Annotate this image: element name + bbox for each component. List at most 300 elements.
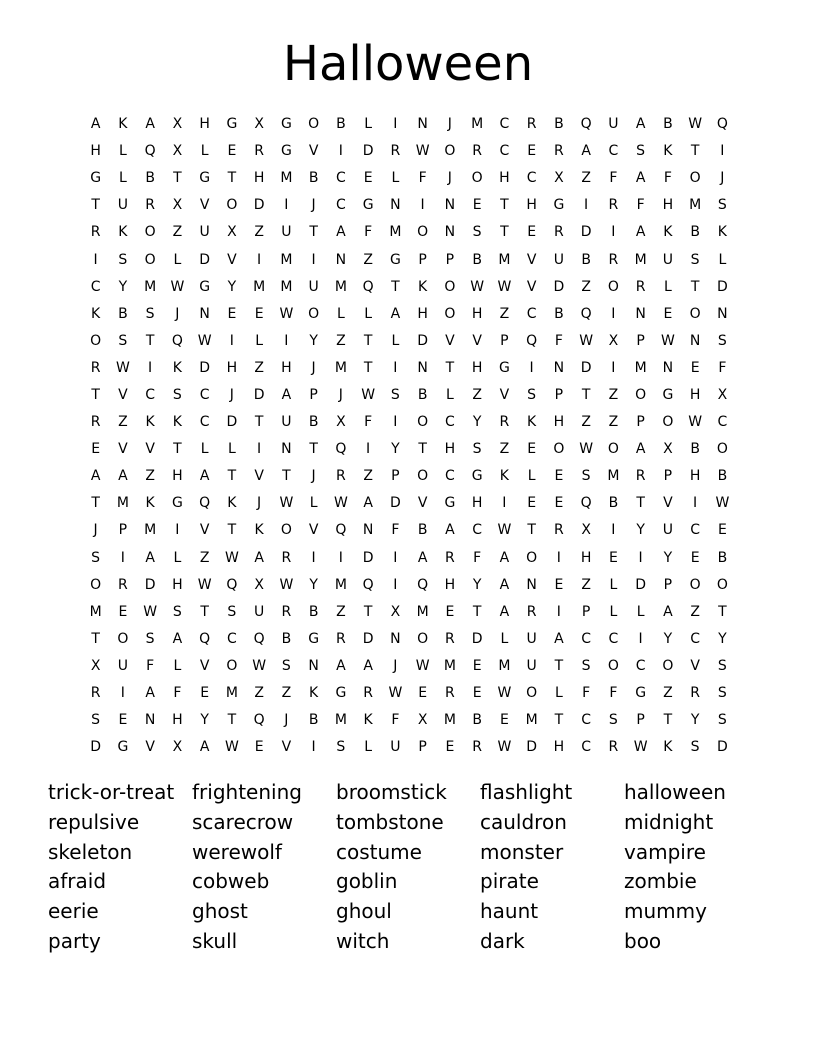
grid-letter: W — [388, 685, 403, 702]
grid-letter: F — [609, 685, 618, 702]
grid-letter: I — [311, 251, 316, 268]
grid-letter: K — [309, 685, 319, 702]
grid-letter: S — [91, 549, 101, 566]
grid-letter: I — [393, 359, 398, 376]
grid-letter: A — [199, 739, 210, 756]
grid-letter: T — [91, 386, 100, 403]
grid-letter: O — [226, 197, 238, 214]
grid-letter: H — [281, 359, 292, 376]
grid-letter: W — [415, 143, 430, 160]
grid-letter: C — [581, 739, 592, 756]
grid-letter: N — [635, 305, 646, 322]
grid-letter: R — [90, 685, 101, 702]
grid-letter: L — [718, 251, 727, 268]
grid-letter: L — [118, 143, 127, 160]
word-list-item: skeleton — [48, 839, 133, 864]
grid-letter: Q — [335, 522, 347, 539]
grid-letter: M — [280, 278, 293, 295]
grid-letter: Q — [253, 630, 265, 647]
grid-letter: B — [308, 603, 319, 620]
grid-letter: G — [498, 359, 510, 376]
grid-letter: F — [636, 197, 645, 214]
word-list-item: repulsive — [48, 809, 140, 834]
grid-letter: K — [663, 143, 673, 160]
grid-letter: U — [390, 739, 401, 756]
grid-letter: I — [257, 251, 262, 268]
grid-letter: N — [335, 251, 347, 268]
grid-letter: K — [227, 495, 237, 512]
grid-letter: A — [390, 305, 401, 322]
grid-letter: M — [225, 685, 238, 702]
grid-letter: N — [308, 657, 319, 674]
grid-letter: C — [199, 414, 210, 431]
grid-letter: H — [172, 468, 183, 485]
grid-letter: V — [118, 386, 128, 403]
grid-letter: P — [663, 576, 673, 593]
grid-letter: R — [472, 739, 482, 756]
grid-letter: E — [227, 305, 237, 322]
grid-letter: C — [90, 278, 101, 295]
grid-letter: L — [255, 332, 264, 349]
grid-letter: W — [361, 386, 376, 403]
grid-letter: I — [393, 549, 398, 566]
grid-letter: W — [170, 278, 185, 295]
grid-letter: A — [281, 386, 292, 403]
grid-letter: M — [498, 657, 511, 674]
grid-letter: A — [145, 116, 155, 133]
grid-letter: W — [143, 603, 158, 620]
grid-letter: Q — [171, 332, 183, 349]
grid-letter: L — [200, 441, 209, 458]
grid-letter: I — [693, 495, 698, 512]
grid-letter: K — [527, 414, 537, 431]
grid-letter: A — [499, 549, 510, 566]
grid-letter: R — [526, 116, 537, 133]
grid-letter: J — [393, 657, 398, 674]
word-list-item: midnight — [624, 809, 714, 834]
grid-letter: H — [580, 549, 592, 566]
grid-letter: S — [118, 251, 128, 268]
grid-letter: Z — [172, 224, 183, 241]
grid-letter: N — [390, 197, 401, 214]
grid-letter: W — [279, 495, 294, 512]
grid-letter: D — [253, 386, 265, 403]
grid-letter: K — [717, 224, 727, 241]
letter-grid — [82, 111, 736, 761]
grid-letter: J — [447, 116, 452, 133]
grid-row — [82, 653, 736, 680]
grid-letter: D — [199, 359, 211, 376]
grid-letter: A — [635, 224, 646, 241]
grid-letter: I — [148, 359, 153, 376]
grid-letter: X — [554, 170, 564, 187]
grid-letter: S — [172, 386, 182, 403]
grid-letter: D — [389, 495, 401, 512]
grid-letter: K — [499, 468, 509, 485]
grid-letter: Z — [254, 359, 264, 376]
grid-letter: J — [338, 386, 343, 403]
grid-letter: T — [145, 332, 155, 349]
grid-letter: C — [581, 630, 592, 647]
grid-letter: U — [281, 414, 292, 431]
grid-letter: Q — [199, 630, 211, 647]
grid-letter: L — [500, 630, 509, 647]
grid-row — [82, 517, 736, 544]
word-list-item: party — [48, 928, 101, 953]
grid-letter: K — [145, 414, 155, 431]
grid-letter: R — [363, 685, 373, 702]
grid-letter: S — [636, 143, 646, 160]
grid-letter: M — [89, 603, 102, 620]
grid-letter: B — [608, 495, 619, 512]
grid-letter: G — [199, 278, 211, 295]
grid-letter: H — [444, 576, 456, 593]
grid-row — [82, 382, 736, 409]
grid-letter: C — [335, 170, 346, 187]
grid-letter: G — [226, 116, 238, 133]
grid-letter: I — [611, 305, 616, 322]
grid-letter: S — [172, 603, 182, 620]
word-bank — [48, 778, 768, 957]
grid-letter: L — [227, 441, 236, 458]
grid-letter: F — [554, 332, 563, 349]
grid-row — [82, 219, 736, 246]
grid-letter: T — [309, 441, 318, 458]
grid-letter: P — [445, 251, 455, 268]
grid-letter: A — [635, 116, 646, 133]
grid-letter: O — [417, 224, 429, 241]
grid-letter: B — [717, 549, 728, 566]
grid-letter: C — [145, 386, 156, 403]
grid-letter: H — [172, 576, 183, 593]
grid-letter: V — [199, 197, 210, 214]
grid-letter: F — [663, 170, 672, 187]
grid-letter: Y — [227, 278, 237, 295]
grid-letter: S — [281, 657, 291, 674]
grid-letter: X — [254, 116, 264, 133]
grid-row — [82, 192, 736, 219]
grid-letter: Q — [580, 305, 592, 322]
grid-row — [82, 599, 736, 626]
grid-letter: N — [144, 712, 156, 729]
grid-letter: J — [229, 386, 234, 403]
grid-letter: W — [715, 495, 730, 512]
grid-letter: R — [445, 630, 455, 647]
grid-letter: O — [689, 170, 701, 187]
grid-letter: T — [690, 278, 700, 295]
grid-letter: M — [525, 712, 538, 729]
grid-letter: I — [311, 549, 316, 566]
grid-letter: R — [336, 630, 346, 647]
grid-letter: L — [391, 332, 400, 349]
grid-letter: W — [224, 739, 239, 756]
grid-letter: T — [254, 414, 264, 431]
grid-letter: O — [90, 332, 102, 349]
grid-letter: G — [308, 630, 320, 647]
grid-letter: C — [499, 143, 510, 160]
grid-letter: S — [91, 712, 101, 729]
grid-letter: Y — [391, 441, 400, 458]
grid-letter: A — [363, 495, 373, 512]
grid-letter: A — [336, 657, 346, 674]
grid-letter: S — [717, 332, 727, 349]
grid-letter: S — [717, 197, 727, 214]
grid-letter: S — [227, 603, 237, 620]
grid-letter: K — [118, 224, 128, 241]
grid-letter: F — [173, 685, 182, 702]
grid-letter: F — [364, 414, 373, 431]
grid-letter: O — [689, 576, 701, 593]
grid-letter: C — [444, 468, 455, 485]
grid-letter: L — [364, 305, 373, 322]
grid-row — [82, 545, 736, 572]
grid-letter: W — [279, 576, 294, 593]
grid-letter: V — [308, 143, 319, 160]
grid-letter: H — [471, 305, 483, 322]
grid-letter: Y — [200, 712, 209, 729]
grid-letter: Y — [309, 576, 318, 593]
grid-letter: C — [499, 116, 510, 133]
grid-letter: I — [611, 224, 616, 241]
grid-letter: E — [717, 522, 727, 539]
grid-letter: N — [444, 224, 456, 241]
grid-row — [82, 355, 736, 382]
grid-letter: S — [390, 386, 400, 403]
grid-letter: O — [716, 576, 728, 593]
grid-letter: W — [333, 495, 348, 512]
grid-letter: T — [500, 197, 509, 214]
grid-letter: F — [582, 685, 591, 702]
grid-letter: A — [145, 685, 155, 702]
grid-letter: L — [554, 685, 563, 702]
grid-letter: A — [445, 522, 455, 539]
grid-letter: C — [226, 630, 237, 647]
grid-letter: P — [418, 739, 427, 756]
grid-letter: I — [311, 739, 316, 756]
grid-letter: L — [527, 468, 536, 485]
grid-letter: Z — [199, 549, 210, 566]
grid-letter: S — [145, 630, 155, 647]
grid-letter: G — [171, 495, 183, 512]
grid-letter: E — [554, 576, 564, 593]
word-list-item: boo — [624, 928, 662, 953]
grid-letter: C — [581, 712, 592, 729]
grid-letter: W — [497, 522, 512, 539]
grid-letter: K — [418, 278, 428, 295]
grid-letter: D — [716, 278, 728, 295]
grid-letter: T — [227, 712, 237, 729]
grid-letter: F — [718, 359, 727, 376]
grid-letter: T — [173, 441, 182, 458]
grid-letter: A — [635, 441, 646, 458]
grid-letter: M — [116, 495, 129, 512]
grid-letter: Y — [309, 332, 318, 349]
grid-letter: I — [720, 143, 725, 160]
grid-letter: L — [309, 495, 318, 512]
grid-letter: R — [145, 197, 155, 214]
grid-letter: K — [363, 712, 373, 729]
grid-letter: F — [391, 522, 400, 539]
grid-letter: N — [444, 197, 456, 214]
grid-letter: Y — [690, 712, 700, 729]
grid-letter: G — [444, 495, 456, 512]
grid-letter: T — [690, 143, 700, 160]
grid-letter: W — [497, 685, 512, 702]
grid-letter: B — [690, 441, 700, 458]
grid-letter: Q — [362, 576, 374, 593]
word-list-item: eerie — [48, 899, 99, 924]
grid-letter: L — [336, 305, 345, 322]
grid-letter: H — [471, 359, 483, 376]
grid-letter: H — [689, 386, 701, 403]
grid-letter: I — [638, 549, 643, 566]
grid-letter: S — [717, 657, 727, 674]
grid-letter: Z — [336, 332, 346, 349]
grid-letter: R — [90, 359, 101, 376]
grid-letter: B — [663, 116, 673, 133]
grid-letter: E — [554, 495, 564, 512]
grid-letter: F — [473, 549, 482, 566]
grid-letter: W — [115, 359, 130, 376]
word-list-item: pirate — [480, 869, 539, 894]
grid-letter: M — [280, 170, 293, 187]
grid-letter: D — [362, 630, 374, 647]
grid-letter: S — [145, 305, 155, 322]
grid-letter: H — [253, 170, 265, 187]
grid-letter: H — [689, 468, 701, 485]
grid-letter: F — [418, 170, 427, 187]
grid-letter: X — [663, 441, 673, 458]
grid-letter: G — [471, 468, 483, 485]
grid-letter: Y — [663, 630, 673, 647]
grid-row — [82, 680, 736, 707]
grid-letter: G — [90, 170, 102, 187]
grid-letter: B — [417, 522, 428, 539]
grid-letter: S — [336, 739, 346, 756]
grid-letter: E — [608, 549, 618, 566]
grid-letter: U — [254, 603, 265, 620]
grid-letter: S — [717, 685, 727, 702]
grid-letter: Y — [472, 414, 482, 431]
grid-letter: X — [254, 576, 264, 593]
page-title: Halloween — [282, 36, 534, 92]
grid-letter: B — [690, 224, 700, 241]
grid-letter: A — [172, 630, 183, 647]
grid-letter: O — [417, 414, 429, 431]
grid-letter: E — [445, 603, 455, 620]
word-list-item: ghost — [192, 899, 248, 924]
grid-letter: L — [609, 576, 618, 593]
grid-letter: V — [472, 332, 482, 349]
word-list-item: haunt — [480, 899, 539, 924]
grid-letter: F — [609, 170, 618, 187]
word-list-item: monster — [480, 839, 564, 864]
grid-letter: T — [91, 495, 100, 512]
grid-letter: M — [471, 116, 484, 133]
grid-letter: D — [417, 332, 429, 349]
grid-letter: B — [308, 712, 319, 729]
grid-letter: W — [470, 278, 485, 295]
word-list-item: vampire — [624, 839, 706, 864]
grid-letter: H — [662, 197, 674, 214]
grid-letter: V — [145, 441, 155, 458]
grid-row — [82, 734, 736, 761]
word-list-item: zombie — [624, 869, 697, 894]
grid-letter: G — [362, 197, 374, 214]
grid-letter: T — [363, 332, 373, 349]
grid-letter: V — [499, 386, 510, 403]
grid-letter: P — [554, 386, 564, 403]
grid-letter: P — [418, 251, 427, 268]
grid-letter: U — [608, 116, 619, 133]
grid-letter: T — [363, 603, 373, 620]
grid-letter: X — [336, 414, 346, 431]
grid-letter: X — [581, 522, 591, 539]
grid-letter: V — [417, 495, 428, 512]
grid-letter: D — [471, 630, 483, 647]
grid-letter: X — [172, 197, 183, 214]
grid-letter: J — [311, 197, 316, 214]
grid-letter: T — [200, 603, 209, 620]
grid-letter: M — [334, 278, 347, 295]
grid-row — [82, 409, 736, 436]
grid-letter: O — [308, 116, 320, 133]
grid-letter: O — [417, 468, 429, 485]
grid-letter: N — [553, 359, 565, 376]
grid-letter: T — [227, 170, 237, 187]
grid-letter: B — [554, 116, 564, 133]
grid-letter: W — [633, 739, 648, 756]
grid-letter: K — [254, 522, 264, 539]
grid-letter: V — [526, 278, 537, 295]
grid-letter: Y — [472, 576, 482, 593]
grid-letter: Q — [716, 116, 728, 133]
grid-letter: L — [445, 386, 454, 403]
grid-letter: O — [607, 657, 619, 674]
grid-letter: E — [118, 603, 128, 620]
grid-letter: N — [417, 359, 428, 376]
grid-letter: M — [607, 468, 620, 485]
grid-letter: R — [608, 251, 619, 268]
grid-letter: B — [717, 468, 728, 485]
grid-letter: L — [173, 251, 182, 268]
grid-letter: N — [199, 305, 210, 322]
grid-letter: N — [417, 116, 428, 133]
grid-letter: O — [117, 630, 129, 647]
grid-letter: T — [718, 603, 727, 620]
grid-letter: R — [635, 468, 646, 485]
grid-letter: Z — [581, 576, 591, 593]
grid-letter: I — [611, 359, 616, 376]
grid-letter: E — [227, 143, 237, 160]
word-list-item: costume — [336, 839, 422, 864]
grid-letter: M — [498, 251, 511, 268]
grid-letter: W — [415, 657, 430, 674]
grid-letter: C — [472, 522, 483, 539]
grid-letter: Z — [663, 685, 673, 702]
grid-letter: R — [554, 522, 564, 539]
grid-letter: X — [717, 386, 728, 403]
grid-letter: P — [118, 522, 128, 539]
grid-letter: L — [364, 739, 373, 756]
grid-letter: E — [118, 712, 128, 729]
grid-letter: A — [336, 224, 346, 241]
grid-letter: Q — [417, 576, 429, 593]
grid-letter: V — [445, 332, 455, 349]
grid-letter: M — [144, 522, 157, 539]
grid-letter: W — [497, 739, 512, 756]
grid-letter: O — [607, 441, 619, 458]
